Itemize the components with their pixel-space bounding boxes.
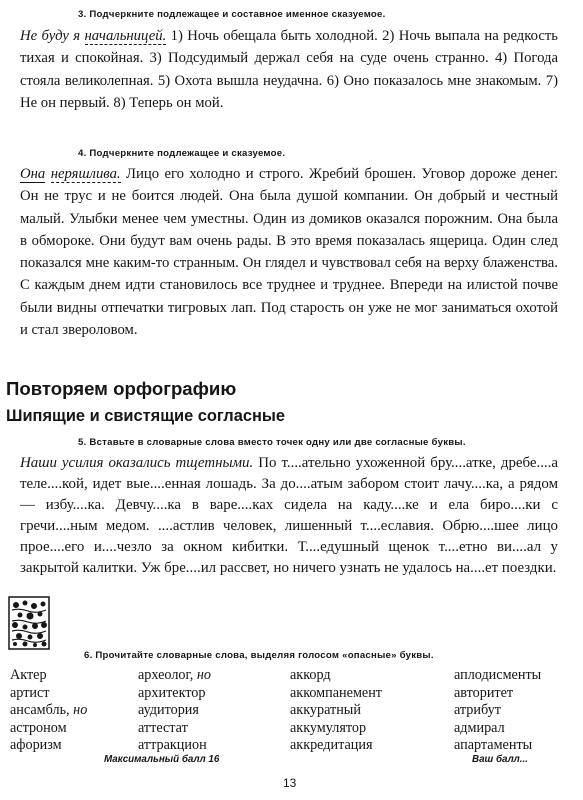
task-5-example: Наши усилия оказались тщетными. <box>20 455 254 471</box>
task-4-example-subject: Она <box>20 166 46 182</box>
task-3-sentences: 1) Ночь обещала быть холодной. 2) Ночь выпала на редкость тихая и спокойная. 3) Подсудимый держал себя на суде очень странно. 4) Погода стояла великолепная. 5) Охота вышла неудачна. 6) Оно показалось мне знакомым. 7) Не он первый. 8) Теперь он мой. <box>20 28 558 111</box>
max-score-label: Максимальный балл 16 <box>104 754 220 765</box>
section-subheading: Шипящие и свистящие согласные <box>6 407 285 425</box>
your-score-label: Ваш балл... <box>472 754 528 765</box>
task-5-sentences: По т....ательно ухоженной бру....атке, дребе....а теле....кой, идет вые....енная лошадь. За до....атым забором стоит лачу....ка, а рядом — избу....ка. Девчу....ка в варе....ках сидела на каду....ке и ела биро....ки с гречи....ным медом. ....астлив человек, лишенный т....еславия. Обрю....шее лицо прое....его и....чезло за окном кибитки. Т....едушный щенок т....етно ви....ал у закрытой калитки. Уж бре....ил рассвет, но ничего узнать не удалось на....ет поездки. <box>20 455 558 576</box>
task-3-text <box>20 25 558 114</box>
dictionary-word: аккорд <box>290 667 331 683</box>
dictionary-word: аккомпанемент <box>290 684 383 701</box>
dictionary-word: адмирал <box>454 719 505 736</box>
section-heading: Повторяем орфографию <box>6 378 237 399</box>
dictionary-word: археолог, но <box>138 667 211 683</box>
task-4-title: 4. Подчеркните подлежащее и сказуемое. <box>78 148 286 159</box>
dictionary-word: архитектор <box>138 684 206 701</box>
task-5-text <box>20 453 558 579</box>
dictionary-word: аккредитация <box>290 737 373 753</box>
dictionary-word: аккумулятор <box>290 719 367 736</box>
task-3-example-subject: Не буду я <box>20 28 81 44</box>
dictionary-word: аккуратный <box>290 702 361 718</box>
word-column-1 <box>10 667 87 755</box>
dictionary-word: атрибут <box>454 702 501 718</box>
task-5-title: 5. Вставьте в словарные слова вместо точек одну или две согласные буквы. <box>78 437 466 448</box>
dictionary-word: аудитория <box>138 702 199 718</box>
word-column-3 <box>290 667 382 755</box>
dictionary-word: аттракцион <box>138 737 207 753</box>
dictionary-word: апартаменты <box>454 737 533 753</box>
task-4-sentences: Лицо его холодно и строго. Жребий брошен. Уговор дороже денег. Он не трус и не боится людей. Она была душой компании. Он добрый и честный малый. Улыбки менее чем уместны. Один из домиков оказался порожним. Она была в обмороке. Они будут вам очень рады. В это время показалась ящерица. Один след показался мне каким-то странным. Он глядел и чувствовал себя на верху блаженства. С каждым днем идти становилось все труднее и труднее. Впереди на илистой почве были видны отпечатки тигровых лап. Под старость он уже не мог заниматься охотой и стал звероловом. <box>20 166 559 339</box>
task-3-example-predicate: начальницей. <box>84 28 167 44</box>
task-4-example-predicate: неряшлива. <box>50 166 121 182</box>
task-6-title: 6. Прочитайте словарные слова, выделяя голосом «опасные» буквы. <box>84 650 434 661</box>
task-3-title: 3. Подчеркните подлежащее и составное именное сказуемое. <box>78 9 386 20</box>
dictionary-word: аттестат <box>138 719 188 736</box>
dictionary-word: артист <box>10 684 50 701</box>
dictionary-word: аплодисменты <box>454 667 542 683</box>
word-column-4 <box>454 667 541 755</box>
dictionary-word: афоризм <box>10 737 62 753</box>
dictionary-word: ансамбль, но <box>10 702 88 718</box>
page-number: 13 <box>283 776 297 790</box>
dictionary-word: астроном <box>10 719 67 736</box>
word-column-2 <box>138 667 211 755</box>
task-4-text <box>20 163 558 341</box>
dictionary-word: авторитет <box>454 684 514 701</box>
dictionary-ornament-icon <box>8 596 50 650</box>
dictionary-word: Актер <box>10 667 47 683</box>
